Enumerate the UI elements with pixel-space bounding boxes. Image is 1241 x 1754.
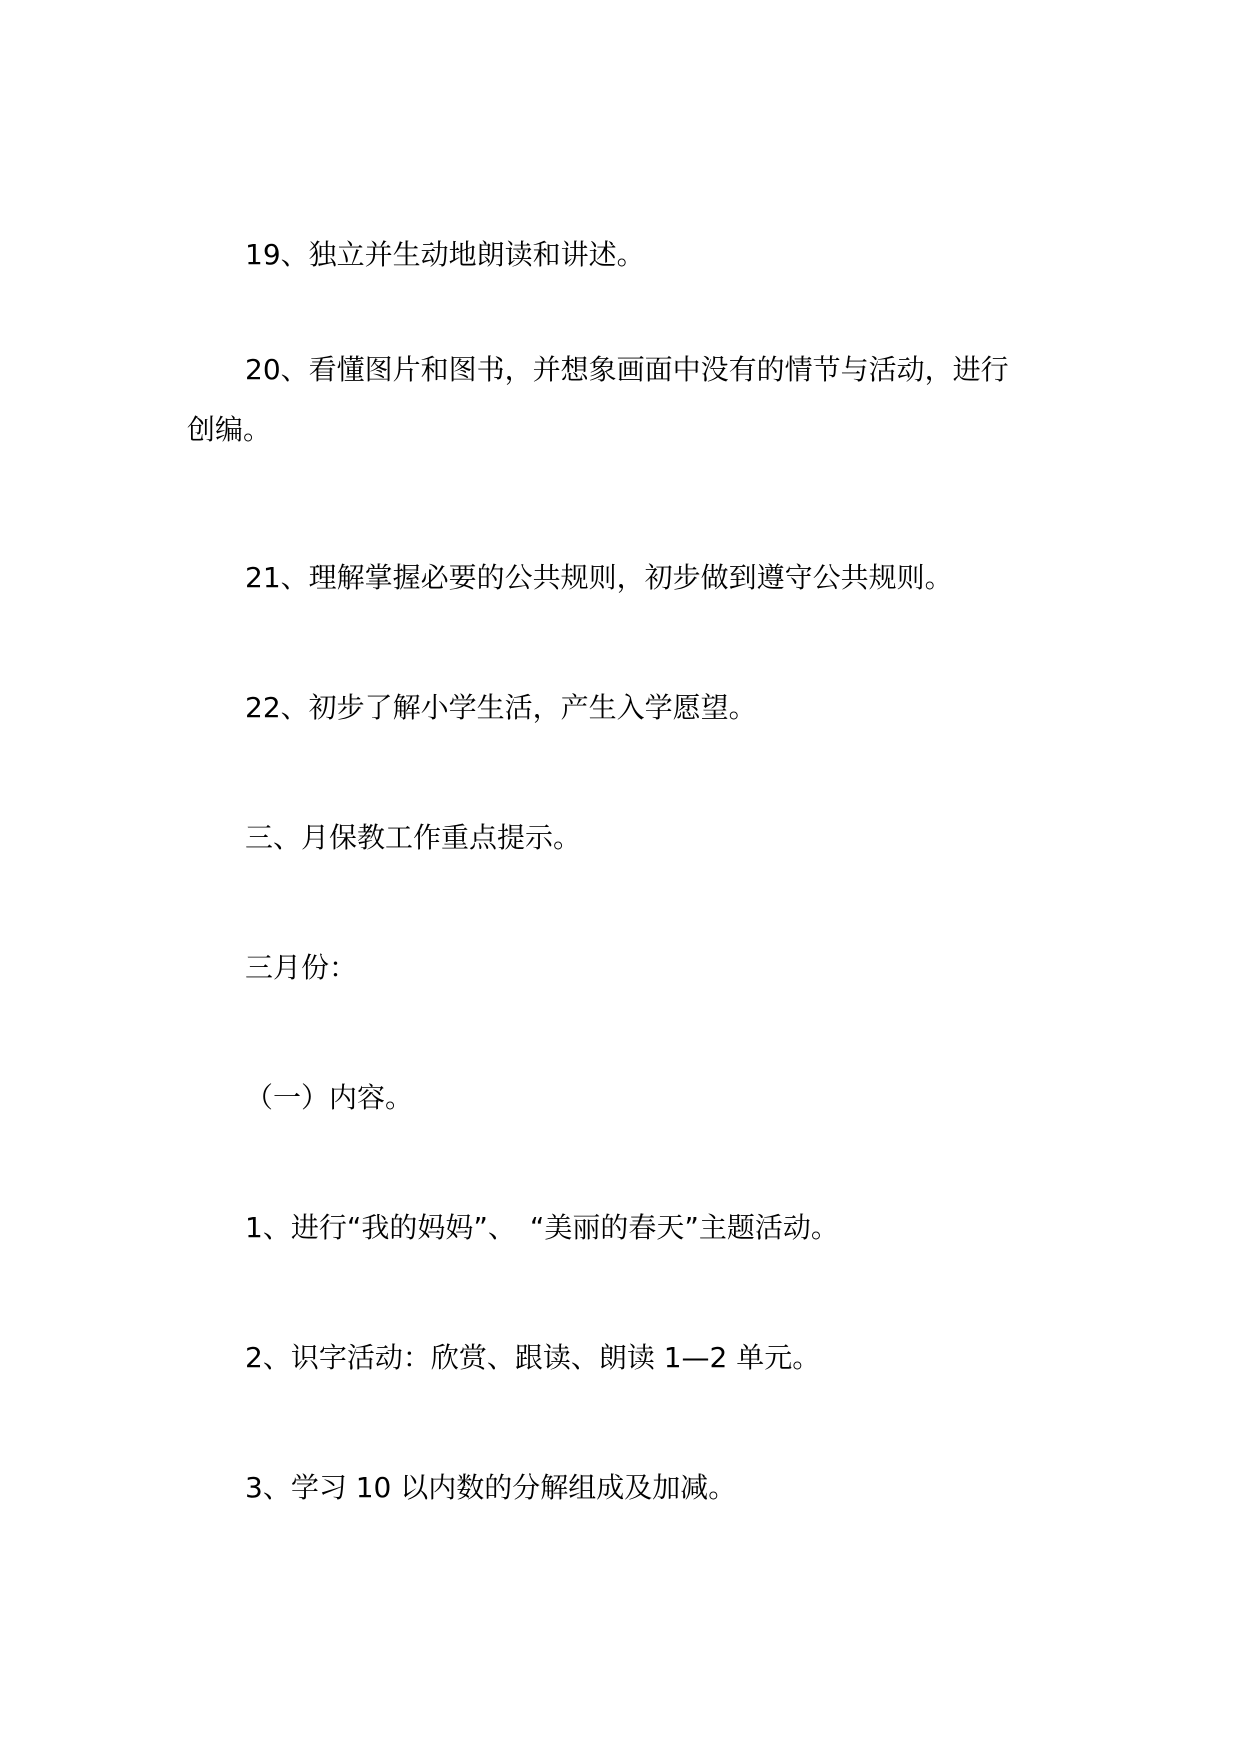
list-item-3 bbox=[187, 1446, 1067, 1529]
paragraph-21-text: 21、理解掌握必要的公共规则，初步做到遵守公共规则。 bbox=[245, 561, 953, 594]
paragraph-20-line-1-text: 20、看懂图片和图书，并想象画面中没有的情节与活动，进行 bbox=[245, 353, 1009, 386]
paragraph-22-text: 22、初步了解小学生活，产生入学愿望。 bbox=[245, 691, 757, 724]
section-heading-3-text: 三、月保教工作重点提示。 bbox=[245, 821, 582, 854]
paragraph-21 bbox=[187, 536, 1067, 619]
paragraph-20-line-1 bbox=[187, 340, 1067, 400]
list-item-2 bbox=[187, 1316, 1067, 1399]
subheading-content-text: （一）内容。 bbox=[245, 1081, 414, 1114]
list-item-1 bbox=[187, 1186, 1067, 1269]
list-item-1-text: 1、进行“我的妈妈”、 “美丽的春天”主题活动。 bbox=[245, 1211, 839, 1244]
month-heading-march-text: 三月份： bbox=[245, 951, 358, 984]
list-item-3-text: 3、学习 10 以内数的分解组成及加减。 bbox=[245, 1471, 737, 1504]
paragraph-20-line-2: 创编。 bbox=[187, 413, 272, 446]
section-heading-3 bbox=[187, 796, 1067, 879]
paragraph-22 bbox=[187, 666, 1067, 749]
paragraph-19 bbox=[187, 213, 1067, 296]
paragraph-20 bbox=[187, 340, 1067, 460]
month-heading-march bbox=[187, 926, 1067, 1009]
subheading-content bbox=[187, 1056, 1067, 1139]
list-item-2-text: 2、识字活动：欣赏、跟读、朗读 1—2 单元。 bbox=[245, 1341, 821, 1374]
paragraph-19-text: 19、独立并生动地朗读和讲述。 bbox=[245, 238, 645, 271]
